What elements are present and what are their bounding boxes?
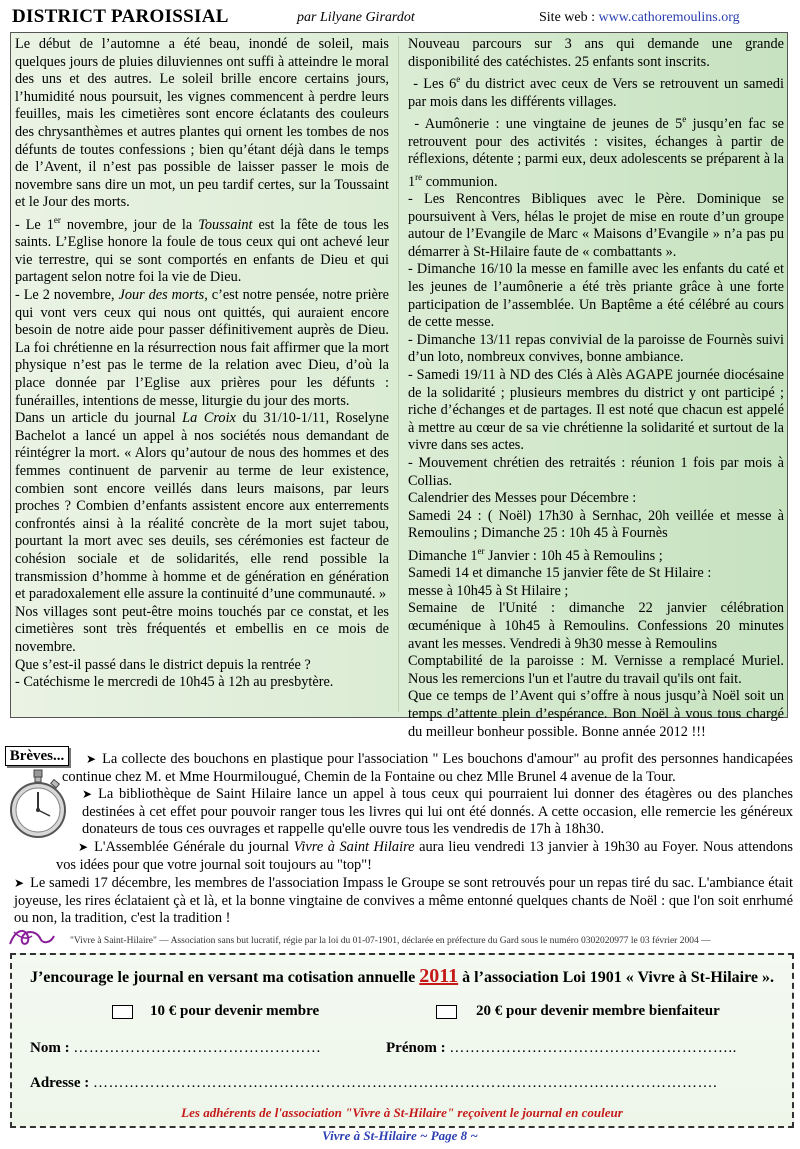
breve-text-assemblee: L'Assemblée Générale du journal Vivre à Saint Hilaire aura lieu vendredi 13 janvier à 19h30 au Foyer. Nous attendons vos idées pour que votre journal soit toujours au "top"! [56, 839, 794, 873]
paragraph-toussaint: - Le 1er novembre, jour de la Toussaint est la fête de tous les saints. L’Eglise honore la foule de tous ceux qui ont achevé leur vie terrestre, qui se sont comportés en enfants de Dieu et qui partagent selon notre foi la vie de Dieu. [15, 214, 389, 286]
paragraph-rencontres: - Les Rencontres Bibliques avec le Père. Dominique se poursuivent à Vers, hélas le projet de mise en route d’un groupe autour de l’Evangile de Marc « Maisons d’Evangile » n’a pas pu démarrer à St-Hilaire faute de « combattants ». [408, 191, 784, 260]
breve-item-bibliotheque [82, 786, 793, 839]
page-header [12, 6, 792, 32]
member-checkbox[interactable] [112, 1005, 133, 1019]
form-note: Les adhérents de l'association "Vivre à St-Hilaire" reçoivent le journal en couleur [181, 1105, 623, 1120]
paragraph-noel: Samedi 24 : ( Noël) 17h30 à Sernhac, 20h veillée et messe à Remoulins ; Dimanche 25 : 10h 45 à Fournès [408, 507, 784, 542]
nom-dots: ………………………………………… [73, 1040, 322, 1056]
paragraph-repas: - Dimanche 13/11 repas convivial de la paroisse de Fournès suivi d’un loto, nombreux convives, bonne ambiance. [408, 331, 784, 366]
legal-note: "Vivre à Saint-Hilaire" — Association sans but lucratif, régie par la loi du 01-07-1901, déclarée en préfecture du Gard sous le numéro 0302020977 le 03 février 2004 — [70, 936, 711, 946]
arrow-icon: ➤ [82, 787, 93, 801]
paragraph-question: Que s’est-il passé dans le district depuis la rentrée ? [15, 656, 311, 673]
paragraph-messe-famille: - Dimanche 16/10 la messe en famille avec les enfants du caté et les jeunes de l’aumônerie a été très priante grâce à une forte participation de l’assemblée. Un Baptême a été célébré au cours de cette messe. [408, 261, 784, 331]
nom-field[interactable] [30, 1040, 321, 1057]
ornament-icon [6, 924, 58, 950]
breve-text-bouchons: La collecte des bouchons en plastique pour l'association " Les bouchons d'amour" au profit des personnes handicapées continue chez M. et Mme Hourmilougué, Chemin de la Fontaine ou chez Mlle Brunel 4 avenue de la Tour. [62, 751, 793, 785]
breve-item-assemblee [56, 839, 793, 874]
paragraph-aumonerie: - Aumônerie : une vingtaine de jeunes de 5e jusqu’en fac se retrouvent pour des activités : visites, échanges à partir de réflexions, détente ; parmi eux, deux adolescents se préparent à la 1re communion. [408, 114, 784, 190]
benefactor-option-label: 20 € pour devenir membre bienfaiteur [476, 1003, 720, 1019]
paragraph-retraites: - Mouvement chrétien des retraités : réunion 1 fois par mois à Collias. [408, 454, 784, 489]
paragraph-calendrier: Calendrier des Messes pour Décembre : [408, 490, 637, 507]
stopwatch-icon [8, 768, 68, 840]
paragraph-janvier: Dimanche 1er Janvier : 10h 45 à Remoulins ; [408, 545, 663, 564]
section-title: DISTRICT PAROISSIAL [12, 6, 229, 27]
website-label: Site web : [539, 10, 599, 25]
breve-text-bibliotheque: La bibliothèque de Saint Hilaire lance un appel à tous ceux qui pourraient lui donner des étagères ou des planches destinées à cet effet pour pouvoir ranger tous les livres qui lui ont été donnés. A cette occasion, elle remercie les généreux donateurs de tous ces ouvrages et rappelle qu'elle ouvre tous les vendredis de 17h à 18h30. [82, 786, 793, 838]
nom-label: Nom : [30, 1040, 74, 1056]
paragraph-voeux: Que ce temps de l’Avent qui s’offre à nous jusqu’à Noël soit un temps d’attente plein d’espérance. Bon Noël à vous tous chargé du meilleur bonheur possible. Bonne année 2012 !!! [408, 688, 784, 740]
form-title-after: à l’association Loi 1901 « Vivre à St-Hilaire ». [458, 969, 775, 986]
paragraph-catechisme: - Catéchisme le mercredi de 10h45 à 12h au presbytère. [15, 674, 334, 691]
paragraph-intro: Le début de l’automne a été beau, inondé de soleil, mais quelques jours de pluies diluviennes ont suffi à atteindre le moral des uns et des autres. Le soleil brille encore certains jours, l’humidité nous poursuit, les vignes commencent à perdre leurs feuilles, mais les cimetières sont encore éclatants des couleurs des chrysanthèmes et autres plantes qui ornent les tombes de nos défunts de toutes confessions ; bien qu’étant déjà dans le temps de l’Avent, il n’est pas possible de laisser passer le mois de novembre sans dire un mot, un peu tardif certes, sur la Toussaint et le Jour des morts. [15, 36, 389, 211]
page-footer: Vivre à St-Hilaire ~ Page 8 ~ [322, 1128, 478, 1143]
paragraph-unite: Semaine de l'Unité : dimanche 22 janvier célébration œcuménique à 10h45 à Remoulins. Confessions 20 minutes avant les messes. Vendredi à 9h30 messe à Remoulins [408, 600, 784, 652]
form-year: 2011 [419, 965, 459, 987]
adresse-dots: …………………………………………………………………………………………………………. [93, 1075, 718, 1091]
form-title-before: J’encourage le journal en versant ma cotisation annuelle [29, 969, 420, 986]
column-divider [398, 36, 399, 712]
prenom-label: Prénom : [386, 1040, 450, 1056]
breve-text-impass: Le samedi 17 décembre, les membres de l'association Impass le Groupe se sont retrouvés pour un repas tiré du sac. L'ambiance était joyeuse, les rires éclataient çà et là, et la bonne vingtaine de convives a même entonné quelques chants de Noël : que l'on soit enrhumé ou non, la tradition, c'est la tradition ! [14, 875, 793, 927]
breve-item-bouchons [62, 751, 793, 786]
article-left-column [15, 36, 389, 692]
prenom-field[interactable] [386, 1040, 737, 1057]
paragraph-sixiemes: - Les 6e du district avec ceux de Vers se retrouvent un samedi par mois dans les différents villages. [408, 74, 784, 110]
author-byline: par Lilyane Girardot [297, 10, 415, 25]
website-line [539, 10, 740, 26]
adresse-label: Adresse : [30, 1075, 94, 1091]
paragraph-parcours: Nouveau parcours sur 3 ans qui demande une grande disponibilité des catéchistes. 25 enfants sont inscrits. [408, 36, 784, 70]
prenom-dots: ……………………………………………….. [449, 1040, 737, 1056]
paragraph-agape: - Samedi 19/11 à ND des Clés à Alès AGAPE journée diocésaine de la solidarité ; plusieurs membres du district y ont participé ; riche d’échanges et de partages. Il est noté que chacun est appelé à mettre au cœur de sa vie chrétienne la solidarité et surtout de la vivre dans ses actes. [408, 366, 784, 454]
article-right-column [408, 36, 784, 741]
adresse-field[interactable] [30, 1075, 717, 1092]
membership-form [10, 953, 794, 1128]
paragraph-comptabilite: Comptabilité de la paroisse : M. Vernisse a remplacé Muriel. Nous les remercions l'un et l'autre du travail qu'ils ont fait. [408, 653, 784, 687]
paragraph-fete: Samedi 14 et dimanche 15 janvier fête de St Hilaire : [408, 565, 712, 582]
arrow-icon: ➤ [14, 876, 25, 890]
paragraph-jour-des-morts: - Le 2 novembre, Jour des morts, c’est notre pensée, notre prière qui vont vers ceux qui nous ont quittés, qui auraient encore besoin de notre aide pour passer définitivement auprès de Dieu. La foi chrétienne en la résurrection nous fait affirmer que la mort physique n’est pas le terme de la relation avec Dieu, d’où la place donnée par l’Eglise aux prières pour les défunts : funérailles, intentions de messe, liturgie du jour des morts. [15, 287, 390, 409]
breve-item-impass [14, 875, 793, 928]
benefactor-checkbox[interactable] [436, 1005, 457, 1019]
breves-label: Brèves... [5, 746, 69, 766]
paragraph-villages: Nos villages sont peut-être moins touchés par ce constat, et les cimetières sont très fréquentés et embellis en ce mois de novembre. [15, 603, 389, 655]
paragraph-la-croix: Dans un article du journal La Croix du 31/10-1/11, Roselyne Bachelot a lancé un appel à nos sociétés nous demandant de réintégrer la mort. « Alors qu’autour de nous des hommes et des femmes continuent de parvenir au terme de leur existence, combien sont encore veillés dans leurs maisons, par leurs proches ? Combien d’enfants assistent encore aux enterrements confrontés ainsi à la réalité concrète de la mort sujet tabou, pourtant la mort avec ses deuils, ses cérémonies est facteur de cohésion sociale et de solidarités, elle rend possible la transmission d’homme à homme et de génération en génération et paradoxalement elle assure la continuité d’une communauté. » [15, 410, 389, 603]
member-option-label: 10 € pour devenir membre [150, 1003, 320, 1019]
website-link[interactable]: www.cathoremoulins.org [598, 10, 740, 25]
arrow-icon: ➤ [78, 840, 89, 854]
form-title [12, 965, 792, 988]
arrow-icon: ➤ [86, 752, 97, 766]
paragraph-messe-st-hilaire: messe à 10h45 à St Hilaire ; [408, 582, 569, 599]
